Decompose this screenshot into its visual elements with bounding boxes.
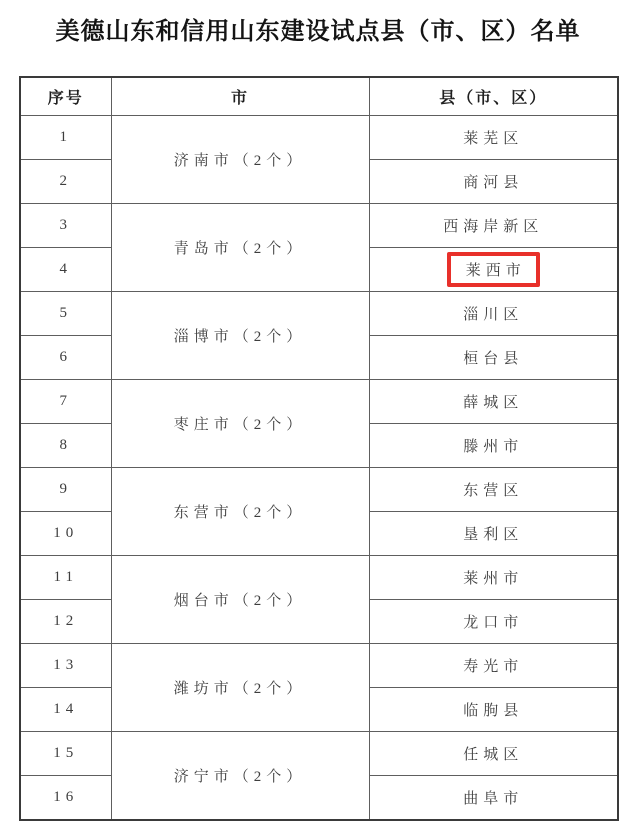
- row-number: 6: [20, 336, 111, 380]
- row-number: 15: [20, 732, 111, 776]
- row-number: 12: [20, 600, 111, 644]
- city-cell: 淄博市（2个）: [111, 292, 369, 380]
- table-row: [20, 380, 618, 424]
- county-cell: 莱州市: [369, 556, 618, 600]
- row-number: 7: [20, 380, 111, 424]
- county-cell: 龙口市: [369, 600, 618, 644]
- county-cell: 淄川区: [369, 292, 618, 336]
- col-header-county: 县（市、区）: [369, 77, 618, 116]
- table-row: [20, 644, 618, 688]
- county-cell: 西海岸新区: [369, 204, 618, 248]
- city-cell: 烟台市（2个）: [111, 556, 369, 644]
- header-row: [20, 77, 618, 116]
- county-cell: 东营区: [369, 468, 618, 512]
- county-cell: 商河县: [369, 160, 618, 204]
- col-header-no: 序号: [20, 77, 111, 116]
- highlight-box: 莱西市: [447, 252, 540, 287]
- city-cell: 济宁市（2个）: [111, 732, 369, 821]
- row-number: 11: [20, 556, 111, 600]
- row-number: 16: [20, 776, 111, 821]
- row-number: 1: [20, 116, 111, 160]
- county-cell: 桓台县: [369, 336, 618, 380]
- table-row: [20, 468, 618, 512]
- pilot-county-table: [19, 76, 619, 821]
- county-cell: 滕州市: [369, 424, 618, 468]
- county-cell-highlighted: [369, 248, 618, 292]
- city-cell: 枣庄市（2个）: [111, 380, 369, 468]
- row-number: 9: [20, 468, 111, 512]
- page-title: 美德山东和信用山东建设试点县（市、区）名单: [55, 19, 581, 45]
- county-cell: 曲阜市: [369, 776, 618, 821]
- row-number: 14: [20, 688, 111, 732]
- row-number: 2: [20, 160, 111, 204]
- row-number: 10: [20, 512, 111, 556]
- table-row: [20, 556, 618, 600]
- row-number: 3: [20, 204, 111, 248]
- city-cell: 济南市（2个）: [111, 116, 369, 204]
- row-number: 13: [20, 644, 111, 688]
- row-number: 8: [20, 424, 111, 468]
- table-row: [20, 732, 618, 776]
- city-cell: 青岛市（2个）: [111, 204, 369, 292]
- table-row: [20, 204, 618, 248]
- county-cell: 薛城区: [369, 380, 618, 424]
- county-cell: 寿光市: [369, 644, 618, 688]
- county-cell: 临朐县: [369, 688, 618, 732]
- county-cell: 莱芜区: [369, 116, 618, 160]
- table-row: [20, 292, 618, 336]
- row-number: 5: [20, 292, 111, 336]
- city-cell: 潍坊市（2个）: [111, 644, 369, 732]
- table-row: [20, 116, 618, 160]
- row-number: 4: [20, 248, 111, 292]
- city-cell: 东营市（2个）: [111, 468, 369, 556]
- county-cell: 垦利区: [369, 512, 618, 556]
- col-header-city: 市: [111, 77, 369, 116]
- county-cell: 任城区: [369, 732, 618, 776]
